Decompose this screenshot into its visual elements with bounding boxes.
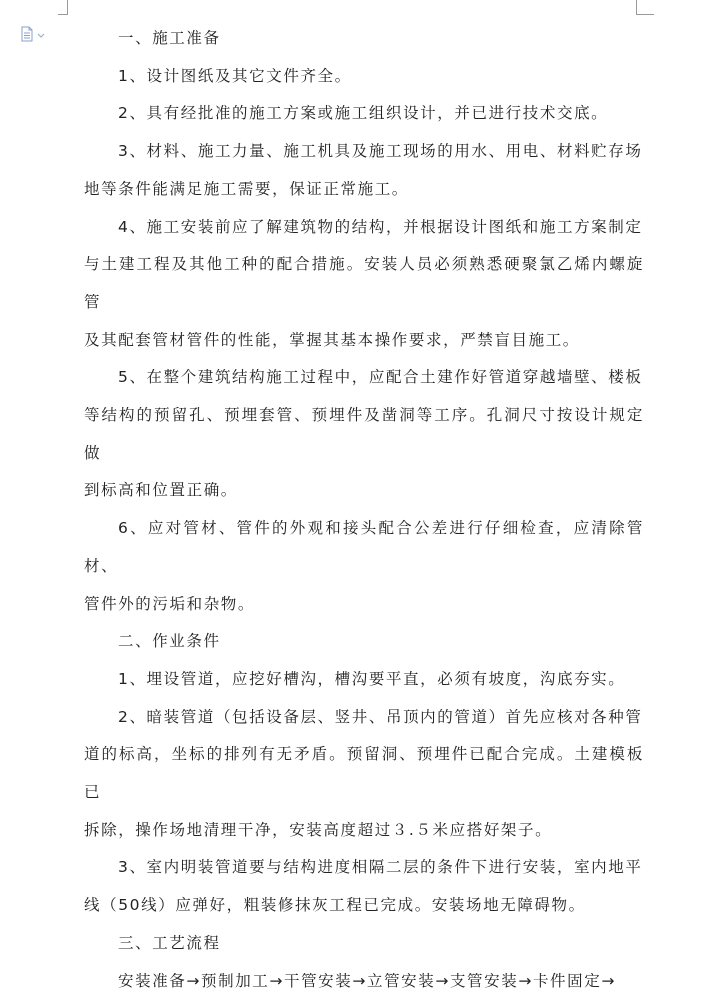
- text-line: 安装准备→预制加工→干管安装→立管安装→支管安装→卡件固定→: [118, 971, 616, 990]
- text-line: 6、应对管材、管件的外观和接头配合公差进行仔细检查，应清除管材、: [84, 519, 644, 575]
- text-line: 道的标高，坐标的排列有无矛盾。预留洞、预埋件已配合完成。土建模板已: [84, 745, 644, 802]
- text-line: 三、工艺流程: [118, 933, 221, 952]
- text-line: 等结构的预留孔、预埋套管、预埋件及凿洞等工序。孔洞尺寸按设计规定做: [84, 406, 644, 462]
- text-line: 3、材料、施工力量、施工机具及施工现场的用水、用电、材料贮存场: [118, 142, 643, 161]
- document-icon[interactable]: [20, 26, 48, 42]
- text-line: 及其配套管材管件的性能，掌握其基本操作要求，严禁盲目施工。: [84, 330, 580, 349]
- text-line: 1、设计图纸及其它文件齐全。: [118, 66, 352, 85]
- text-line: 线（50线）应弹好，粗装修抹灰工程已完成。安装场地无障碍物。: [84, 896, 586, 915]
- document-body: [84, 20, 644, 1000]
- text-line: 一、施工准备: [118, 29, 221, 47]
- text-line: 地等条件能满足施工需要，保证正常施工。: [84, 179, 409, 198]
- text-line: 与土建工程及其他工种的配合措施。安装人员必须熟悉硬聚氯乙烯内螺旋管: [84, 255, 644, 311]
- text-line: 到标高和位置正确。: [84, 481, 238, 500]
- crop-mark-right-vertical: [636, 0, 637, 14]
- text-line: 3、室内明装管道要与结构进度相隔二层的条件下进行安装，室内地平: [118, 858, 643, 877]
- text-line: 2、暗装管道（包括设备层、竖井、吊顶内的管道）首先应核对各种管: [118, 707, 643, 726]
- text-line: 拆除，操作场地清理干净，安装高度超过３.５米应搭好架子。: [84, 820, 553, 839]
- text-line: 管件外的污垢和杂物。: [84, 594, 256, 613]
- crop-mark-left-vertical: [67, 0, 68, 14]
- crop-mark-right-horizontal: [636, 14, 654, 15]
- text-line: 二、作业条件: [118, 632, 221, 651]
- crop-mark-left-horizontal: [58, 14, 68, 15]
- text-line: 2、具有经批准的施工方案或施工组织设计，并已进行技术交底。: [118, 104, 609, 123]
- text-line: 4、施工安装前应了解建筑物的结构，并根据设计图纸和施工方案制定: [118, 217, 643, 236]
- text-line: 5、在整个建筑结构施工过程中，应配合土建作好管道穿越墙壁、楼板: [118, 368, 643, 387]
- text-line: 1、埋设管道，应挖好槽沟，槽沟要平直，必须有坡度，沟底夯实。: [118, 669, 626, 688]
